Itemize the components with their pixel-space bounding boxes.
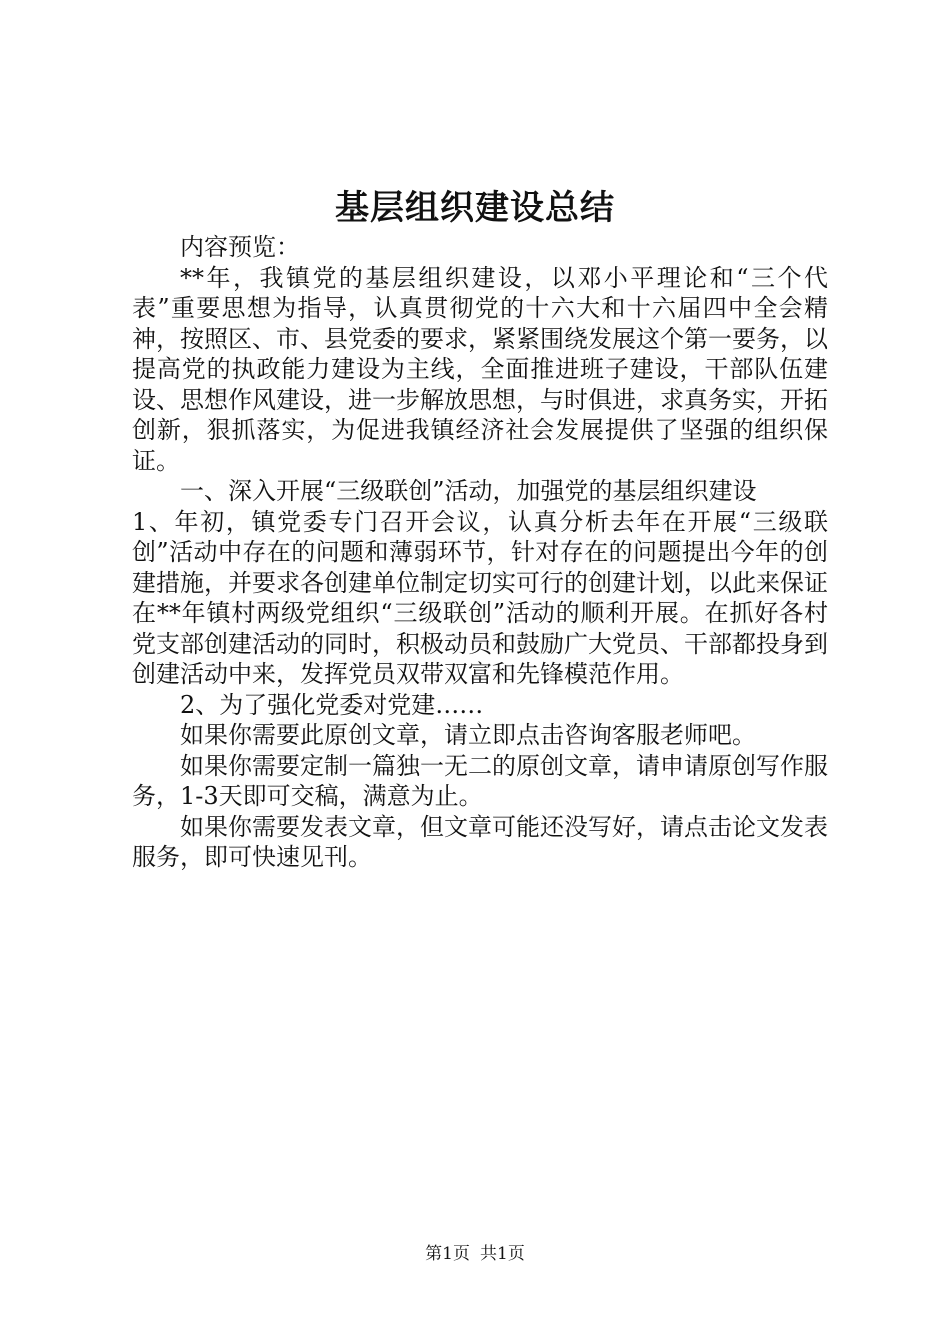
- section-heading: 一、深入开展“三级联创”活动，加强党的基层组织建设: [180, 477, 757, 505]
- publishing-notice: 如果你需要发表文章，但文章可能还没写好，请点击论文发表服务，即可快速见刊。: [132, 812, 828, 871]
- point-1-paragraph: 1、年初，镇党委专门召开会议，认真分析去年在开展“三级联创”活动中存在的问题和薄弱环节，针对存在的问题提出今年的创建措施，并要求各创建单位制定切实可行的创建计划，以此来保证在**年镇村两级党组织“三级联创”活动的顺利开展。在抓好各村党支部创建活动的同时，积极动员和鼓励广大党员、干部都投身到创建活动中来，发挥党员双带双富和先锋模范作用。: [132, 507, 828, 688]
- page-footer: [0, 1243, 950, 1265]
- page-total: 共1页: [480, 1244, 525, 1264]
- custom-writing-notice: 如果你需要定制一篇独一无二的原创文章，请申请原创写作服务，1-3天即可交稿，满意为止。: [132, 751, 828, 810]
- consult-notice: 如果你需要此原创文章，请立即点击咨询客服老师吧。: [180, 721, 756, 749]
- document-body: [132, 232, 828, 873]
- intro-paragraph: **年，我镇党的基层组织建设，以邓小平理论和“三个代表”重要思想为指导，认真贯彻党的十六大和十六届四中全会精神，按照区、市、县党委的要求，紧紧围绕发展这个第一要务，以提高党的执政能力建设为主线，全面推进班子建设，干部队伍建设、思想作风建设，进一步解放思想，与时俱进，求真务实，开拓创新，狠抓落实，为促进我镇经济社会发展提供了坚强的组织保证。: [132, 263, 828, 475]
- document-title: 基层组织建设总结: [335, 188, 615, 228]
- point-2-paragraph: 2、为了强化党委对党建……: [180, 690, 484, 719]
- preview-label: 内容预览：: [180, 233, 300, 261]
- page-number: 第1页: [425, 1244, 470, 1264]
